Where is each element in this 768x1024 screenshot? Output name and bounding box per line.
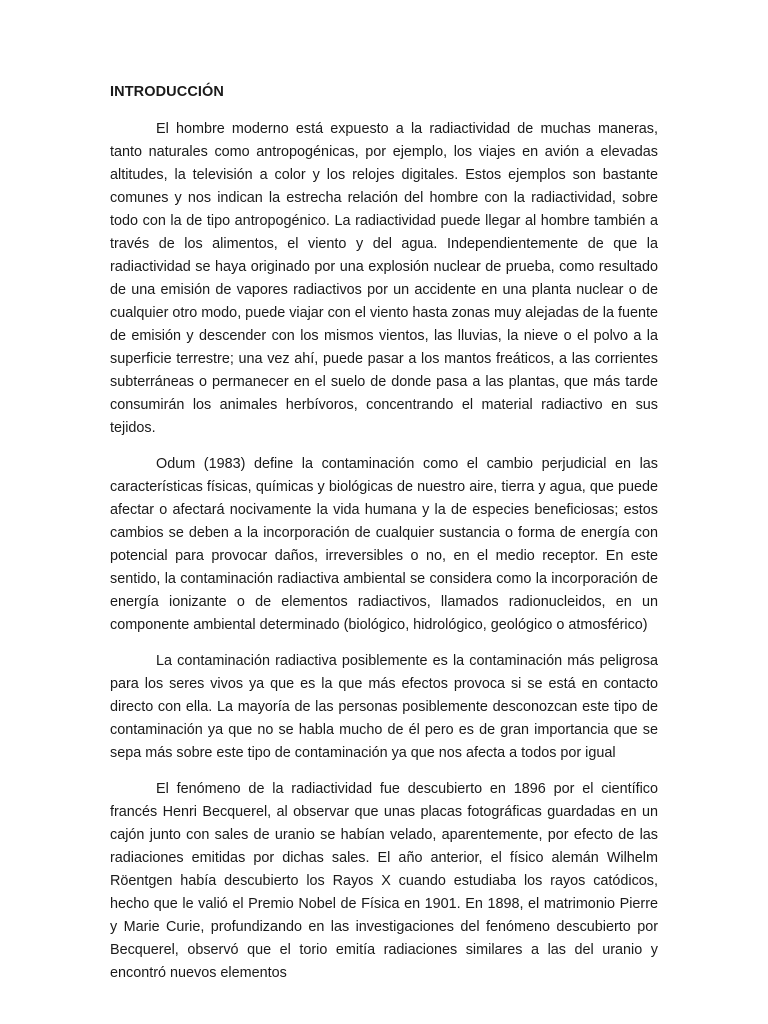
section-heading: INTRODUCCIÓN	[110, 84, 224, 100]
paragraph-1: El hombre moderno está expuesto a la radiactividad de muchas maneras, tanto naturales como antropogénicas, por ejemplo, los viajes en avión a elevadas altitudes, la televisión a color y los relojes digitales. Estos ejemplos son bastante comunes y nos indican la estrecha relación del hombre con la radiactividad, sobre todo con la de tipo antropogénico. La radiactividad puede llegar al hombre también a través de los alimentos, el viento y del agua. Independientemente de que la radiactividad se haya originado por una explosión nuclear de prueba, como resultado de una emisión de vapores radiactivos por un accidente en una planta nuclear o de cualquier otro modo, puede viajar con el viento hasta zonas muy alejadas de la fuente de emisión y descender con los mismos vientos, las lluvias, la nieve o el polvo a la superficie terrestre; una vez ahí, puede pasar a los mantos freáticos, a las corrientes subterráneas o permanecer en el suelo de donde pasa a las plantas, que más tarde consumirán los animales herbívoros, concentrando el material radiactivo en sus tejidos.	[110, 121, 658, 436]
document-body	[110, 118, 658, 998]
paragraph-2: Odum (1983) define la contaminación como el cambio perjudicial en las características físicas, químicas y biológicas de nuestro aire, tierra y agua, que puede afectar o afectará nocivamente la vida humana y la de especies beneficiosas; estos cambios se deben a la incorporación de cualquier sustancia o forma de energía con potencial para provocar daños, irreversibles o no, en el medio receptor. En este sentido, la contaminación radiactiva ambiental se considera como la incorporación de energía ionizante o de elementos radiactivos, llamados radionucleidos, en un componente ambiental determinado (biológico, hidrológico, geológico o atmosférico)	[110, 456, 658, 633]
paragraph-3: La contaminación radiactiva posiblemente es la contaminación más peligrosa para los seres vivos ya que es la que más efectos provoca si se está en contacto directo con ella. La mayoría de las personas posiblemente desconozcan este tipo de contaminación ya que no se habla mucho de él pero es de gran importancia que se sepa más sobre este tipo de contaminación ya que nos afecta a todos por igual	[110, 653, 658, 761]
paragraph-4: El fenómeno de la radiactividad fue descubierto en 1896 por el científico francés Henri Becquerel, al observar que unas placas fotográficas guardadas en un cajón junto con sales de uranio se habían velado, aparentemente, por efecto de las radiaciones emitidas por dichas sales. El año anterior, el físico alemán Wilhelm Röentgen había descubierto los Rayos X cuando estudiaba los rayos catódicos, hecho que le valió el Premio Nobel de Física en 1901. En 1898, el matrimonio Pierre y Marie Curie, profundizando en las investigaciones del fenómeno descubierto por Becquerel, observó que el torio emitía radiaciones similares a las del uranio y encontró nuevos elementos	[110, 781, 658, 981]
